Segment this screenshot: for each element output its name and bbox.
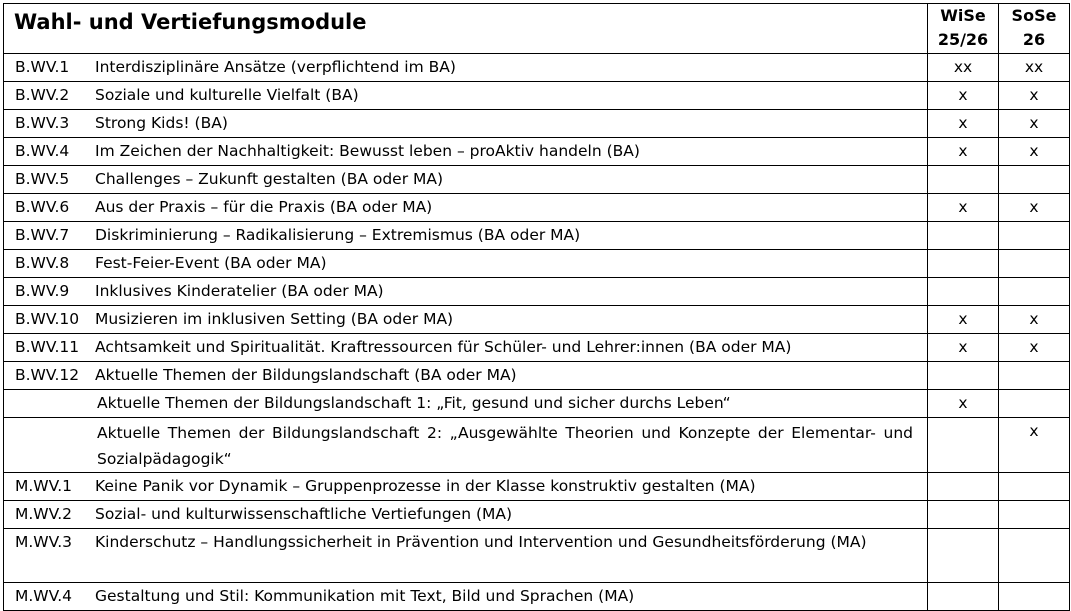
modules-table	[3, 3, 1070, 611]
module-cell	[4, 362, 928, 390]
sose-mark	[999, 166, 1070, 194]
wise-mark	[928, 473, 999, 501]
module-title: Sozial- und kulturwissenschaftliche Vertiefungen (MA)	[95, 505, 513, 523]
sose-mark	[999, 473, 1070, 501]
wise-mark: x	[928, 82, 999, 110]
wise-mark: x	[928, 194, 999, 222]
module-code: B.WV.5	[15, 170, 70, 188]
module-title: Interdisziplinäre Ansätze (verpflichtend im BA)	[95, 58, 456, 76]
sose-mark: xx	[999, 54, 1070, 82]
sose-mark	[999, 529, 1070, 583]
module-code: B.WV.2	[15, 86, 70, 104]
sose-mark: x	[999, 110, 1070, 138]
module-code: B.WV.4	[15, 142, 70, 160]
wise-mark	[928, 278, 999, 306]
module-code: B.WV.11	[15, 338, 80, 356]
wise-mark	[928, 529, 999, 583]
sose-mark: x	[999, 82, 1070, 110]
sose-mark	[999, 278, 1070, 306]
wise-mark: x	[928, 306, 999, 334]
wise-mark	[928, 222, 999, 250]
table-row	[4, 501, 1070, 529]
module-code: B.WV.9	[15, 282, 70, 300]
submodule-title: Aktuelle Themen der Bildungslandschaft 2: „Ausgewählte Theorien und Konzepte der Elementar- und Sozialpädagogik“	[4, 418, 928, 473]
wise-mark	[928, 250, 999, 278]
module-code: B.WV.10	[15, 310, 80, 328]
module-title: Strong Kids! (BA)	[95, 114, 228, 132]
table-row	[4, 473, 1070, 501]
sose-mark	[999, 362, 1070, 390]
wise-mark: x	[928, 334, 999, 362]
header-sose-line1: SoSe	[1011, 6, 1057, 25]
module-cell	[4, 529, 928, 583]
sose-mark: x	[999, 418, 1070, 473]
table-row	[4, 166, 1070, 194]
module-title: Fest-Feier-Event (BA oder MA)	[95, 254, 327, 272]
sose-mark	[999, 250, 1070, 278]
module-title: Aus der Praxis – für die Praxis (BA oder MA)	[95, 198, 433, 216]
module-cell	[4, 54, 928, 82]
module-title: Achtsamkeit und Spiritualität. Kraftressourcen für Schüler- und Lehrer:innen (BA oder MA)	[95, 338, 792, 356]
module-cell	[4, 473, 928, 501]
sose-mark	[999, 501, 1070, 529]
table-row	[4, 278, 1070, 306]
module-title: Aktuelle Themen der Bildungslandschaft (BA oder MA)	[95, 366, 517, 384]
module-title: Musizieren im inklusiven Setting (BA oder MA)	[95, 310, 454, 328]
header-wise	[928, 4, 999, 54]
header-sose	[999, 4, 1070, 54]
module-title: Challenges – Zukunft gestalten (BA oder MA)	[95, 170, 444, 188]
wise-mark: xx	[928, 54, 999, 82]
table-row	[4, 334, 1070, 362]
sose-mark	[999, 222, 1070, 250]
table-row	[4, 194, 1070, 222]
wise-mark	[928, 418, 999, 473]
module-cell	[4, 306, 928, 334]
table-row	[4, 529, 1070, 583]
module-code: B.WV.8	[15, 254, 70, 272]
sose-mark: x	[999, 306, 1070, 334]
wise-mark: x	[928, 138, 999, 166]
header-wise-line2: 25/26	[937, 30, 989, 49]
header-wise-line1: WiSe	[940, 6, 986, 25]
module-cell	[4, 110, 928, 138]
sose-mark: x	[999, 334, 1070, 362]
table-row	[4, 138, 1070, 166]
module-code: B.WV.7	[15, 226, 70, 244]
table-row	[4, 82, 1070, 110]
module-cell	[4, 334, 928, 362]
table-row	[4, 362, 1070, 390]
module-code: B.WV.1	[15, 58, 70, 76]
module-title: Gestaltung und Stil: Kommunikation mit Text, Bild und Sprachen (MA)	[95, 587, 635, 605]
table-row	[4, 250, 1070, 278]
sose-mark: x	[999, 138, 1070, 166]
module-title: Inklusives Kinderatelier (BA oder MA)	[95, 282, 384, 300]
wise-mark	[928, 501, 999, 529]
table-row	[4, 222, 1070, 250]
module-title: Im Zeichen der Nachhaltigkeit: Bewusst leben – proAktiv handeln (BA)	[95, 142, 640, 160]
sose-mark	[999, 390, 1070, 418]
module-cell	[4, 250, 928, 278]
module-code: M.WV.4	[15, 587, 73, 605]
module-cell	[4, 138, 928, 166]
module-title: Diskriminierung – Radikalisierung – Extremismus (BA oder MA)	[95, 226, 581, 244]
module-code: M.WV.1	[15, 477, 73, 495]
module-code: M.WV.2	[15, 505, 73, 523]
module-code: M.WV.3	[15, 533, 73, 551]
module-title: Soziale und kulturelle Vielfalt (BA)	[95, 86, 359, 104]
sose-mark: x	[999, 194, 1070, 222]
module-cell	[4, 194, 928, 222]
table-row	[4, 54, 1070, 82]
table-subrow	[4, 418, 1070, 473]
module-cell	[4, 82, 928, 110]
module-title: Kinderschutz – Handlungssicherheit in Prävention und Intervention und Gesundheitsförderung (MA)	[95, 533, 867, 551]
module-code: B.WV.12	[15, 366, 80, 384]
wise-mark: x	[928, 110, 999, 138]
module-title: Keine Panik vor Dynamik – Gruppenprozesse in der Klasse konstruktiv gestalten (MA)	[95, 477, 756, 495]
table-subrow	[4, 390, 1070, 418]
module-code: B.WV.6	[15, 198, 70, 216]
table-row	[4, 110, 1070, 138]
module-code: B.WV.3	[15, 114, 70, 132]
table-row	[4, 306, 1070, 334]
module-cell	[4, 222, 928, 250]
table-title: Wahl- und Vertiefungsmodule	[4, 4, 928, 54]
module-cell	[4, 278, 928, 306]
wise-mark: x	[928, 390, 999, 418]
submodule-title: Aktuelle Themen der Bildungslandschaft 1: „Fit, gesund und sicher durchs Leben“	[4, 390, 928, 418]
wise-mark	[928, 362, 999, 390]
wise-mark	[928, 166, 999, 194]
header-sose-line2: 26	[1022, 30, 1046, 49]
module-cell	[4, 501, 928, 529]
module-cell	[4, 166, 928, 194]
